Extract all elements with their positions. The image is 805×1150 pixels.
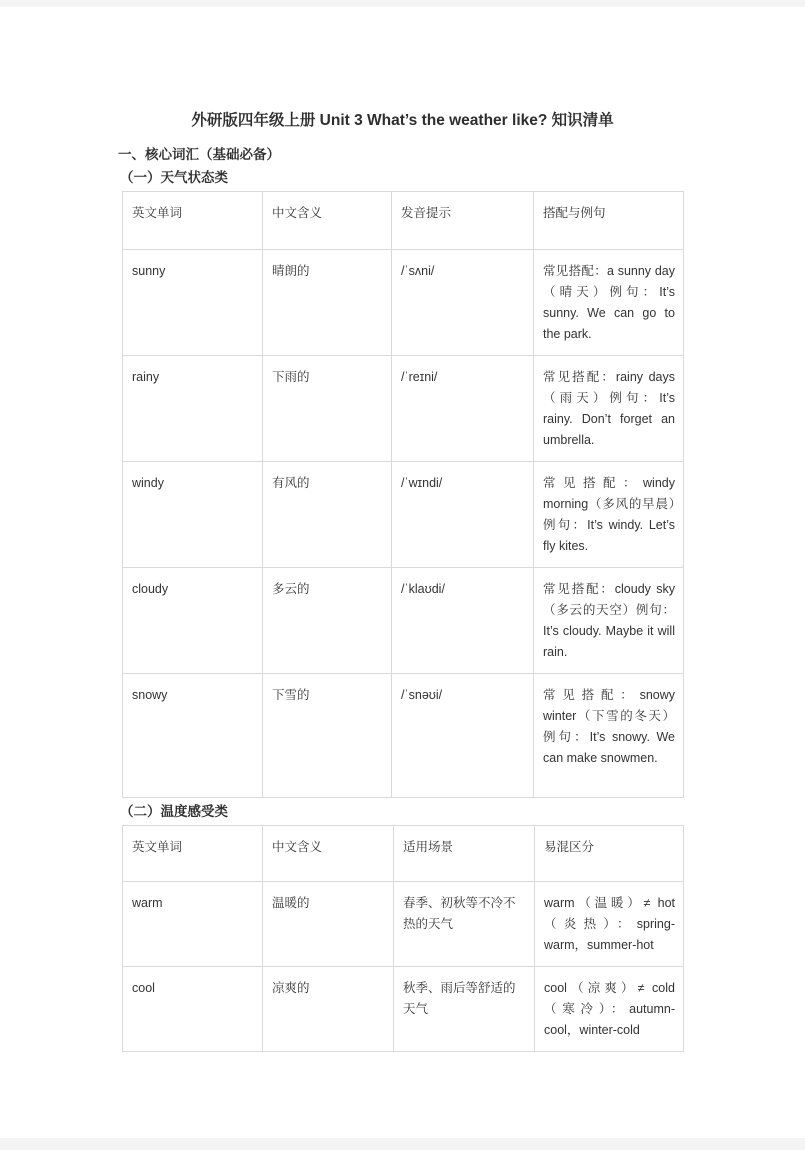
table-row <box>123 882 684 967</box>
table-cell: 常见搭配：cloudy sky（多云的天空）例句：It’s cloudy. Maybe it will rain. <box>534 568 684 674</box>
table-cell: sunny <box>123 250 263 356</box>
table-cell: 常见搭配：snowy winter（下雪的冬天）例句：It’s snowy. We can make snowmen. <box>534 674 684 798</box>
subsection-heading-weather-states: （一）天气状态类 <box>120 170 228 185</box>
table-cell: warm（温暖）≠ hot（炎热）：spring-warm，summer-hot <box>535 882 684 967</box>
table-cell: /ˈklaʊdi/ <box>392 568 534 674</box>
table-cell: 有风的 <box>263 462 392 568</box>
column-header: 中文含义 <box>263 192 392 250</box>
table-cell: cool <box>123 967 263 1052</box>
table-cell: rainy <box>123 356 263 462</box>
table-cell: cloudy <box>123 568 263 674</box>
table-cell: 春季、初秋等不冷不热的天气 <box>394 882 535 967</box>
column-header: 英文单词 <box>123 192 263 250</box>
column-header: 搭配与例句 <box>534 192 684 250</box>
column-header: 中文含义 <box>263 826 394 882</box>
table-cell: 晴朗的 <box>263 250 392 356</box>
table-cell: 温暖的 <box>263 882 394 967</box>
table-cell: /ˈwɪndi/ <box>392 462 534 568</box>
column-header: 英文单词 <box>123 826 263 882</box>
table-cell: warm <box>123 882 263 967</box>
document-content <box>118 7 683 1052</box>
column-header: 发音提示 <box>392 192 534 250</box>
table-header-row <box>123 192 684 250</box>
table-row <box>123 356 684 462</box>
table-cell: 下雪的 <box>263 674 392 798</box>
table-cell: /ˈreɪni/ <box>392 356 534 462</box>
column-header: 易混区分 <box>535 826 684 882</box>
table-cell: 常见搭配：rainy days（雨天）例句：It’s rainy. Don’t forget an umbrella. <box>534 356 684 462</box>
table-cell: 常见搭配：a sunny day（晴天）例句：It’s sunny. We can go to the park. <box>534 250 684 356</box>
table-cell: 凉爽的 <box>263 967 394 1052</box>
table-cell: cool（凉爽）≠ cold（寒冷）：autumn-cool，winter-cold <box>535 967 684 1052</box>
table-row <box>123 568 684 674</box>
temperature-feel-table <box>122 825 684 1052</box>
page-title: 外研版四年级上册 Unit 3 What’s the weather like? 知识清单 <box>191 112 614 129</box>
table-row <box>123 250 684 356</box>
document-page <box>0 7 805 1138</box>
table-row <box>123 967 684 1052</box>
column-header: 适用场景 <box>394 826 535 882</box>
table-row <box>123 674 684 798</box>
weather-states-table <box>122 191 684 798</box>
subsection-heading-temperature-feel: （二）温度感受类 <box>120 804 228 819</box>
table-cell: windy <box>123 462 263 568</box>
section-heading-core-vocab: 一、核心词汇（基础必备） <box>118 147 280 162</box>
table-header-row <box>123 826 684 882</box>
table-cell: 下雨的 <box>263 356 392 462</box>
table-row <box>123 462 684 568</box>
table-cell: 秋季、雨后等舒适的天气 <box>394 967 535 1052</box>
table-cell: 多云的 <box>263 568 392 674</box>
table-cell: /ˈsʌni/ <box>392 250 534 356</box>
table-cell: snowy <box>123 674 263 798</box>
table-cell: 常见搭配：windy morning（多风的早晨）例句：It’s windy. Let’s fly kites. <box>534 462 684 568</box>
table-cell: /ˈsnəʊi/ <box>392 674 534 798</box>
